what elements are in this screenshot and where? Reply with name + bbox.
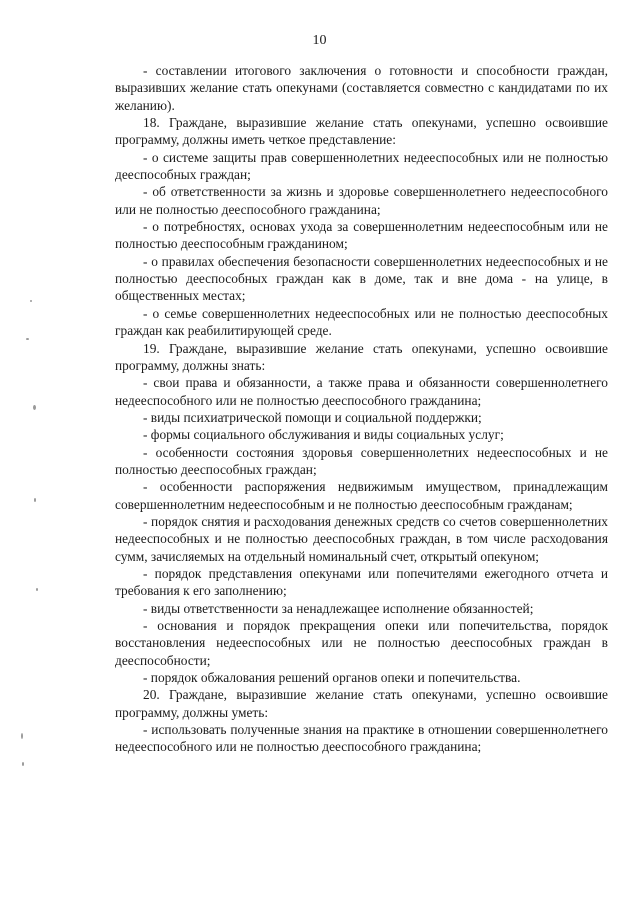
paragraph-final-conclusion: - составлении итогового заключения о готовности и способности граждан, выразивших желание стать опекунами (составляется совместно с кандидатами по их желанию).: [115, 63, 608, 113]
list-item: - свои права и обязанности, а также права и обязанности совершеннолетнего недееспособного или не полностью дееспособного гражданина;: [115, 375, 608, 408]
scan-speck: [34, 498, 36, 502]
list-item: - о системе защиты прав совершеннолетних недееспособных или не полностью дееспособных граждан;: [115, 149, 608, 183]
list-item: - особенности состояния здоровья совершеннолетних недееспособных и не полностью дееспособных граждан;: [115, 444, 608, 477]
list-item: - основания и порядок прекращения опеки или попечительства, порядок восстановления недееспособных или не полностью дееспособных граждан в дееспособности;: [115, 618, 608, 668]
paragraph-item-20: 20. Граждане, выразившие желание стать опекунами, успешно освоившие программу, должны уметь:: [115, 687, 608, 720]
list-item: - о потребностях, основах ухода за совершеннолетним недееспособным или не полностью дееспособным гражданином;: [115, 219, 608, 252]
list-item: - порядок снятия и расходования денежных средств со счетов совершеннолетних недееспособных и не полностью дееспособных граждан, в том числе расходования сумм, зачисляемых на отдельный номинальный счет, открытый опекуном;: [115, 513, 608, 564]
page-number: 10: [312, 33, 327, 48]
document-body: [115, 62, 608, 756]
scan-speck: [26, 338, 29, 340]
list-item: - формы социального обслуживания и виды социальных услуг;: [143, 427, 504, 443]
scan-speck: [22, 762, 24, 766]
list-item: - о семье совершеннолетних недееспособных или не полностью дееспособных граждан как реабилитирующей среде.: [115, 305, 608, 339]
scan-speck: [36, 588, 38, 591]
list-item: - виды психиатрической помощи и социальной поддержки;: [143, 409, 482, 425]
list-item: - использовать полученные знания на практике в отношении совершеннолетнего недееспособного или не полностью дееспособного гражданина;: [115, 722, 608, 755]
list-item: - виды ответственности за ненадлежащее исполнение обязанностей;: [143, 600, 534, 616]
list-item: - особенности распоряжения недвижимым имуществом, принадлежащим совершеннолетним недееспособным и не полностью дееспособным гражданам;: [115, 479, 608, 512]
list-item: - порядок обжалования решений органов опеки и попечительства.: [143, 670, 521, 686]
paragraph-item-18: 18. Граждане, выразившие желание стать опекунами, успешно освоившие программу, должны иметь четкое представление:: [115, 115, 608, 148]
paragraph-item-19: 19. Граждане, выразившие желание стать опекунами, успешно освоившие программу, должны знать:: [115, 340, 608, 373]
scan-speck: [30, 300, 32, 302]
scan-speck: [21, 733, 23, 739]
scan-speck: [33, 405, 36, 410]
list-item: - об ответственности за жизнь и здоровье совершеннолетнего недееспособного или не полностью дееспособного гражданина;: [115, 184, 608, 217]
list-item: - порядок представления опекунами или попечителями ежегодного отчета и требования к его заполнению;: [115, 565, 608, 599]
list-item: - о правилах обеспечения безопасности совершеннолетних недееспособных и не полностью дееспособных граждан как в доме, так и вне дома - на улице, в общественных местах;: [115, 253, 608, 304]
